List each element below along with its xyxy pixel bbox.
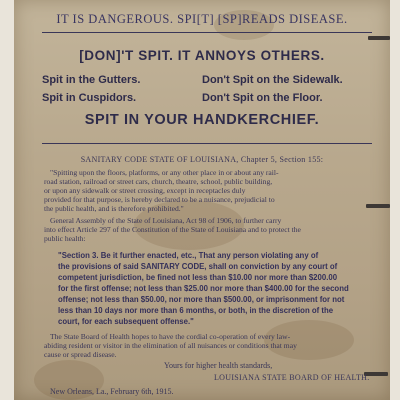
poster-subheader: [DON]'T SPIT. IT ANNOYS OTHERS. <box>79 48 325 63</box>
date-line: New Orleans, La., February 6th, 1915. <box>50 388 174 396</box>
section-line: for the first offense; not less than $25.00 nor more than $400.00 for the second <box>58 284 349 293</box>
code-line: the public health, and is therefore prohibited." <box>44 205 184 213</box>
closing-line: Yours for higher health standards, <box>164 362 273 370</box>
section-line: court, for each subsequent offense." <box>58 317 194 326</box>
poster-slogan: SPIT IN YOUR HANDKERCHIEF. <box>84 112 320 128</box>
act-line: public health: <box>44 235 86 243</box>
act-line: General Assembly of the State of Louisiana, Act 98 of 1906, to further carry <box>50 217 282 225</box>
header-rule <box>42 32 372 33</box>
board-line: cause or spread disease. <box>44 351 117 359</box>
left-col-line: Spit in the Gutters. <box>42 74 141 86</box>
code-line: "Spitting upon the floors, platforms, or any other place in or about any rail- <box>50 169 279 177</box>
section-line: offense; not less than $50.00, nor more than $500.00, or imprisonment for not <box>58 295 345 304</box>
board-line: The State Board of Health hopes to have the cordial co-operation of every law- <box>50 333 291 341</box>
pin-mark <box>368 36 390 40</box>
act-line: into effect Article 297 of the Constitution of the State of Louisiana and to protect the <box>44 226 301 234</box>
right-col-line: Don't Spit on the Sidewalk. <box>202 74 343 86</box>
section-line: "Section 3. Be it further enacted, etc., That any person violating any of <box>58 251 319 260</box>
code-line: road station, railroad or street cars, church, theatre, school, public building, <box>44 178 273 186</box>
slogan-rule <box>42 143 372 144</box>
section-line: competent jurisdiction, be fined not less than $10.00 nor more than $200.00 <box>58 273 338 282</box>
code-line: or upon any sidewalk or street crossing, except in receptacles duly <box>44 187 246 195</box>
code-title: SANITARY CODE STATE OF LOUISIANA, Chapter 5, Section 155: <box>80 156 324 164</box>
board-signature: LOUISIANA STATE BOARD OF HEALTH. <box>214 374 370 382</box>
right-col-line: Don't Spit on the Floor. <box>202 92 323 104</box>
poster-header: IT IS DANGEROUS. SPI[T] [SP]READS DISEASE. <box>56 12 348 26</box>
poster-sheet <box>14 0 390 400</box>
section-line: the provisions of said SANITARY CODE, shall on conviction by any court of <box>58 262 338 271</box>
left-col-line: Spit in Cuspidors. <box>42 92 137 104</box>
section-line: less than 10 days nor more than 6 months, or both, in the discretion of the <box>58 306 334 315</box>
board-line: abiding resident or visitor in the elimination of all nuisances or conditions that may <box>44 342 297 350</box>
code-line: provided for that purpose, is hereby declared to be a nuisance, prejudicial to <box>44 196 275 204</box>
